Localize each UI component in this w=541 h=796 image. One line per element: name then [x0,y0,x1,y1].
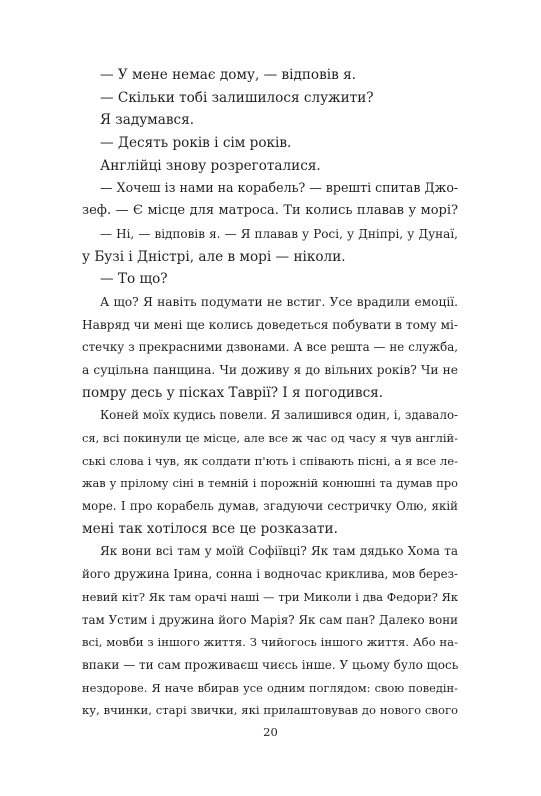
text-line: його дружина Ірина, сонна і водночас криклива, мов берез- [82,567,458,582]
text-line: Англійці знову розреготалися. [100,157,321,174]
text-line: — Десять років і сім років. [100,135,292,152]
text-line: ку, вчинки, старі звички, які прилаштовував до нового свого [82,703,458,718]
text-line: всі, мовби з іншого життя. З чийогось іншого життя. Або на- [82,635,458,650]
text-line: нездорове. Я наче вбирав усе одним поглядом: свою поведін- [82,680,458,695]
text-line: ся, всі покинули це місце, але все ж час од часу я чув англій- [82,431,458,445]
text-line: помру десь у пісках Таврії? І я погодився. [82,384,384,401]
text-line: мені так хотілося все це розказати. [82,520,338,537]
text-line: — Скільки тобі залишилося служити? [100,89,374,106]
text-line: Коней моїх кудись повели. Я залишився один, і, здавало- [100,408,459,423]
text-line: — То що? [100,271,168,288]
text-line: — У мене немає дому, — відповів я. [100,67,356,83]
text-line: у Бузі і Дністрі, але в морі — ніколи. [82,248,346,265]
text-line: море. І про корабель думав, згадуючи сестричку Олю, якій [82,499,458,514]
text-line: Як вони всі там у моїй Софіївці? Як там дядько Хома та [100,544,458,559]
text-line: ські слова і чув, як солдати п'ють і співають пісні, а я все ле- [82,453,458,468]
text-line: впаки — ти сам проживаєш чиєсь інше. У цьому було щось [82,657,459,672]
text-line: там Устим і дружина його Марія? Як сам пан? Далеко вони [82,612,458,627]
text-line: — Ні, — відповів я. — Я плавав у Росі, у Дніпрі, у Дунаї, [100,226,458,241]
page-number: 20 [263,725,278,739]
body-text [82,64,458,722]
text-line: стечку з прекрасними дзвонами. А все решта — не служба, [82,340,458,355]
text-line: жав у прілому сіні в темній і порожній конюшні та думав про [82,476,458,491]
text-line: зеф. — Є місце для матроса. Ти колись плавав у морі? [82,203,458,219]
text-line: — Хочеш із нами на корабель? — врешті спитав Джо- [100,180,459,196]
text-line: Я задумався. [100,112,195,129]
text-line: Навряд чи мені ще колись доведеться побувати в тому мі- [82,317,458,332]
text-line: А що? Я навіть подумати не встиг. Усе врадили емоції. [100,294,458,309]
text-line: невий кіт? Як там орачі наші — три Миколи і два Федори? Як [82,589,458,604]
text-line: а суцільна панщина. Чи доживу я до вільних років? Чи не [82,362,458,377]
